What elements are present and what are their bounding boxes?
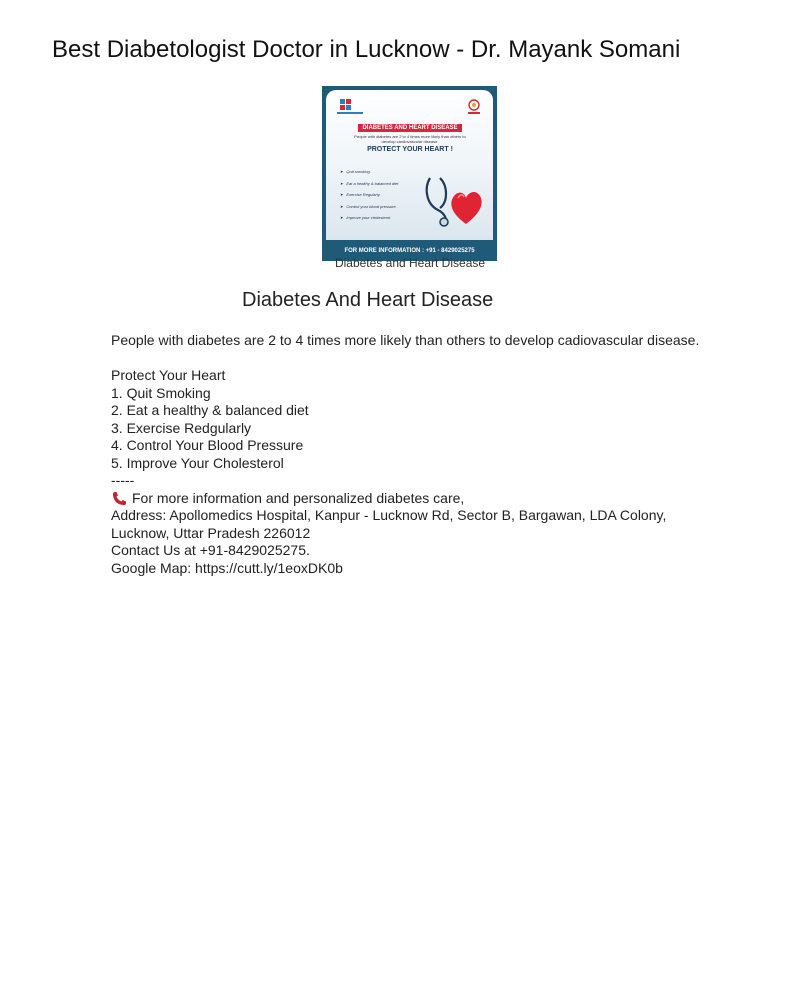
poster-subtext: People with diabetes are 2 to 4 times more likely than others to develop cardiovascular disease. [354,134,466,144]
contact-us-line: Contact Us at +91-8429025275. [111,542,310,558]
poster-protect-heading: PROTECT YOUR HEART ! [367,146,453,153]
heart-stethoscope-icon [422,174,488,228]
poster-list-item: ➤ Improve your cholesterol. [340,212,398,224]
poster-list-item: ➤ Control your blood pressure. [340,201,398,213]
list-item: 2. Eat a healthy & balanced diet [111,402,309,418]
paragraph-gap [111,350,751,368]
figure-caption: Diabetes and Heart Disease [334,256,486,270]
poster-list-item: ➤ Eat a healthy & balanced diet [340,178,398,190]
clinic-logo-icon [465,98,483,116]
list-item: 3. Exercise Redgularly [111,419,252,436]
article-figure [322,86,497,270]
poster-banner: DIABETES AND HEART DISEASE [358,124,462,132]
address-line: Lucknow, Uttar Pradesh 226012 [111,524,311,541]
intro-paragraph: People with diabetes are 2 to 4 times more likely than others to develop cadiovascular disease. [111,332,700,348]
protect-heading: Protect Your Heart [111,367,226,383]
poster-list [340,166,398,224]
poster-list-item: ➤ Quit smoking. [340,166,398,178]
poster-content [326,90,493,240]
apollomedics-logo-icon [336,98,364,116]
poster-footer: FOR MORE INFORMATION : +91 - 8429025275 [344,248,475,254]
diabetes-heart-poster-image[interactable] [322,86,497,261]
address-line: Address: Apollomedics Hospital, Kanpur - Lucknow Rd, Sector B, Bargawan, LDA Colony, [111,507,667,523]
list-item: 1. Quit Smoking [111,384,211,401]
article-body [111,332,751,577]
article-heading: Diabetes And Heart Disease [242,289,494,311]
google-map-line: Google Map: https://cutt.ly/1eoxDK0b [111,559,343,576]
poster-list-item: ➤ Exercise Regularly. [340,189,398,201]
separator: ----- [111,472,135,488]
phone-icon [111,491,127,505]
list-item: 5. Improve Your Cholesterol [111,454,284,471]
list-item: 4. Control Your Blood Pressure [111,437,304,453]
contact-intro-line [111,490,751,508]
contact-intro-text: For more information and personalized diabetes care, [132,489,465,506]
page-title: Best Diabetologist Doctor in Lucknow - Dr. Mayank Somani [52,36,681,63]
